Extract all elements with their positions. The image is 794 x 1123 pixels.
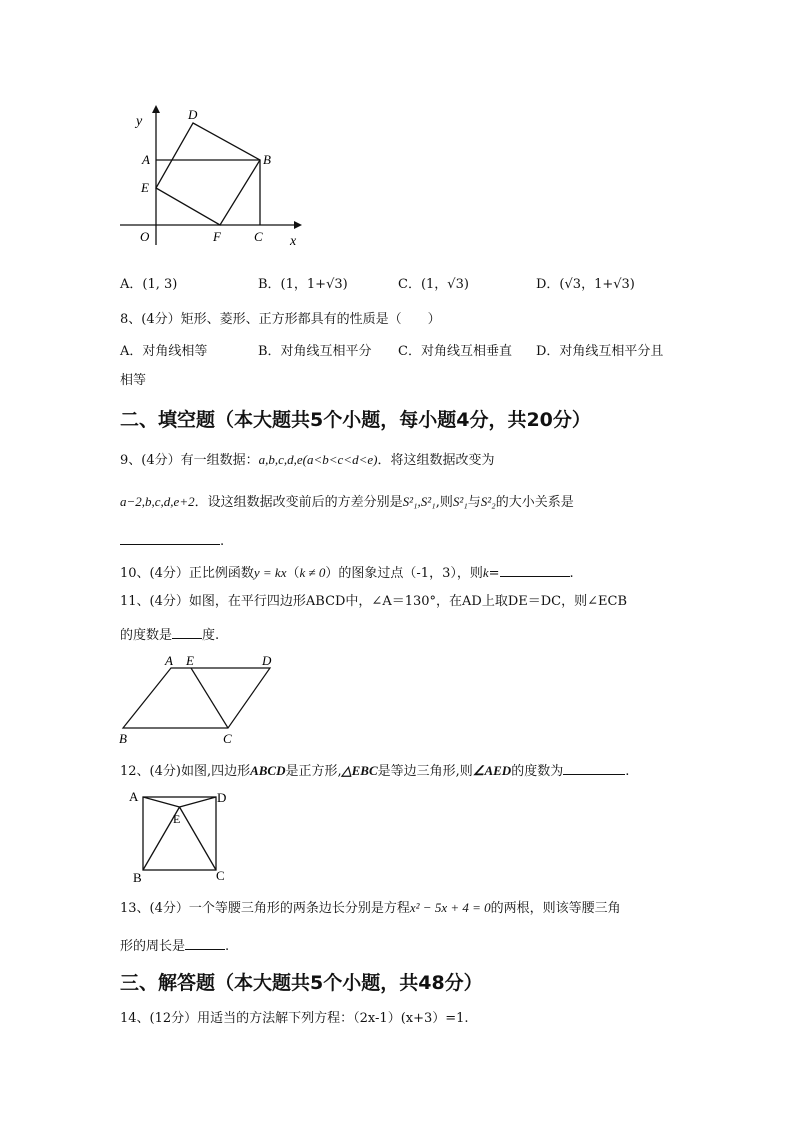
fig7-label-A: A xyxy=(142,152,150,167)
q9-and: 与 xyxy=(467,495,481,510)
q7-option-d-value1: √3 xyxy=(564,277,582,292)
fig12-label-B: B xyxy=(133,870,142,885)
q7-option-d-suffix: ) xyxy=(629,277,635,292)
q12-angle: ∠AED xyxy=(472,763,512,778)
q12-text1: 是正方形, xyxy=(285,764,342,779)
q9-answer-blank[interactable] xyxy=(120,530,220,545)
q7-option-b-prefix: B．(1， xyxy=(258,277,307,292)
q9-prefix: 9、(4分）有一组数据： xyxy=(120,453,259,468)
q7-option-d-value2: 1+√3 xyxy=(594,277,630,292)
q10-prefix: 10、(4分）正比例函数 xyxy=(120,566,254,581)
q12-answer-blank[interactable] xyxy=(563,760,625,775)
fig12-label-A: A xyxy=(129,789,139,804)
q10-k: k xyxy=(482,565,489,580)
q7-option-b-value: 1+√3 xyxy=(306,277,343,292)
q13-prefix: 13、(4分）一个等腰三角形的两条边长分别是方程 xyxy=(120,901,410,916)
q9-answer-line[interactable]: . xyxy=(120,530,224,551)
q13-line2 xyxy=(120,935,229,956)
fig11-label-C: C xyxy=(223,731,232,746)
q8-option-a: A．对角线相等 xyxy=(120,344,208,359)
fig11-label-D: D xyxy=(262,653,272,668)
fig12-label-D: D xyxy=(217,790,227,805)
fig11-label-E: E xyxy=(186,653,194,668)
q12-end: . xyxy=(625,764,630,779)
q8-option-d-continued: 相等 xyxy=(120,373,147,388)
q9-line2-then: ,则 xyxy=(435,495,453,510)
q12-text3: 的度数为 xyxy=(511,764,564,779)
fig12-label-E: E xyxy=(173,812,181,826)
fig11-label-A: A xyxy=(165,653,173,668)
q9-line1 xyxy=(120,451,494,470)
q13-answer-blank[interactable] xyxy=(185,935,225,950)
q10 xyxy=(120,562,574,583)
q7-option-c-prefix: C．(1， xyxy=(398,277,448,292)
fig7-y-axis-label: y xyxy=(136,114,143,129)
fig7-label-F: F xyxy=(213,229,221,244)
fig7-label-D: D xyxy=(188,107,198,122)
q11-line2-suffix: 度. xyxy=(202,628,220,643)
q8-stem: 8、(4分）矩形、菱形、正方形都具有的性质是（ ） xyxy=(120,312,441,327)
q11-line1: 11、(4分）如图，在平行四边形ABCD中，∠A＝130°，在AD上取DE＝DC，则∠ECB xyxy=(120,594,628,609)
q7-option-d-mid: ， xyxy=(581,277,595,292)
fig7-x-axis-label: x xyxy=(290,234,297,249)
q12-text2: 是等边三角形,则 xyxy=(377,764,473,779)
q9-line1-suffix: ．将这组数据改变为 xyxy=(377,453,495,468)
q8-option-b: B．对角线互相平分 xyxy=(258,344,372,359)
q7-option-d xyxy=(536,276,635,294)
q11-answer-blank[interactable] xyxy=(172,624,202,639)
q10-equals: = xyxy=(488,566,500,581)
q7-option-a: A．(1, 3) xyxy=(120,277,178,292)
q9-variance-2: S²₂ xyxy=(480,494,496,509)
q7-option-d-prefix: D．( xyxy=(536,277,565,292)
q11-figure xyxy=(115,652,285,746)
q13-line1 xyxy=(120,899,621,918)
q10-paren: （ xyxy=(286,566,300,581)
q13-end: . xyxy=(225,939,230,954)
fig7-label-C: C xyxy=(254,229,263,244)
q9-line2 xyxy=(120,493,574,512)
q7-option-c-suffix: ) xyxy=(463,277,469,292)
q9-variances: S²₁,S²₁ xyxy=(402,494,436,509)
q9-line2-text: ．设这组数据改变前后的方差分别是 xyxy=(194,495,403,510)
q8-option-d: D．对角线互相平分且 xyxy=(536,344,664,359)
q12-square: ABCD xyxy=(250,763,286,778)
q10-end: . xyxy=(569,566,574,581)
q9-data-set: a,b,c,d,e(a<b<c<d<e) xyxy=(258,452,378,467)
q10-function: y = kx xyxy=(253,565,287,580)
q14: 14、(12分）用适当的方法解下列方程：（2x-1）(x+3）=1. xyxy=(120,1011,469,1026)
q13-suffix: 的两根，则该等腰三角 xyxy=(490,901,621,916)
q7-option-c xyxy=(398,276,469,294)
fig7-label-E: E xyxy=(141,180,149,195)
q10-condition: k ≠ 0 xyxy=(299,565,326,580)
q11-line2 xyxy=(120,624,219,645)
q9-line2-end: 的大小关系是 xyxy=(495,495,574,510)
q7-option-b-suffix: ) xyxy=(342,277,348,292)
fig7-label-O: O xyxy=(140,229,150,244)
q12-triangle: △EBC xyxy=(341,763,378,778)
q10-answer-blank[interactable] xyxy=(500,562,570,577)
q10-mid: ）的图象过点（-1，3），则 xyxy=(325,566,483,581)
q11-line2-prefix: 的度数是 xyxy=(120,628,173,643)
fig11-label-B: B xyxy=(119,731,127,746)
q12-prefix: 12、(4分)如图,四边形 xyxy=(120,764,251,779)
q7-figure xyxy=(110,95,320,255)
q7-option-c-value: √3 xyxy=(447,277,464,292)
q13-line2-prefix: 形的周长是 xyxy=(120,939,186,954)
section-2-heading: 二、填空题（本大题共5个小题，每小题4分，共20分） xyxy=(120,409,591,431)
q9-variance-1: S²₁ xyxy=(452,494,468,509)
q12 xyxy=(120,760,629,781)
section-3-heading: 三、解答题（本大题共5个小题，共48分） xyxy=(120,972,483,994)
q9-changed-set: a−2,b,c,d,e+2 xyxy=(120,494,195,509)
fig7-label-B: B xyxy=(263,152,271,167)
q7-option-b xyxy=(258,276,348,294)
q12-figure xyxy=(125,787,235,887)
q8-option-c: C．对角线互相垂直 xyxy=(398,344,512,359)
q13-equation: x² − 5x + 4 = 0 xyxy=(409,900,491,915)
fig12-label-C: C xyxy=(216,868,225,883)
